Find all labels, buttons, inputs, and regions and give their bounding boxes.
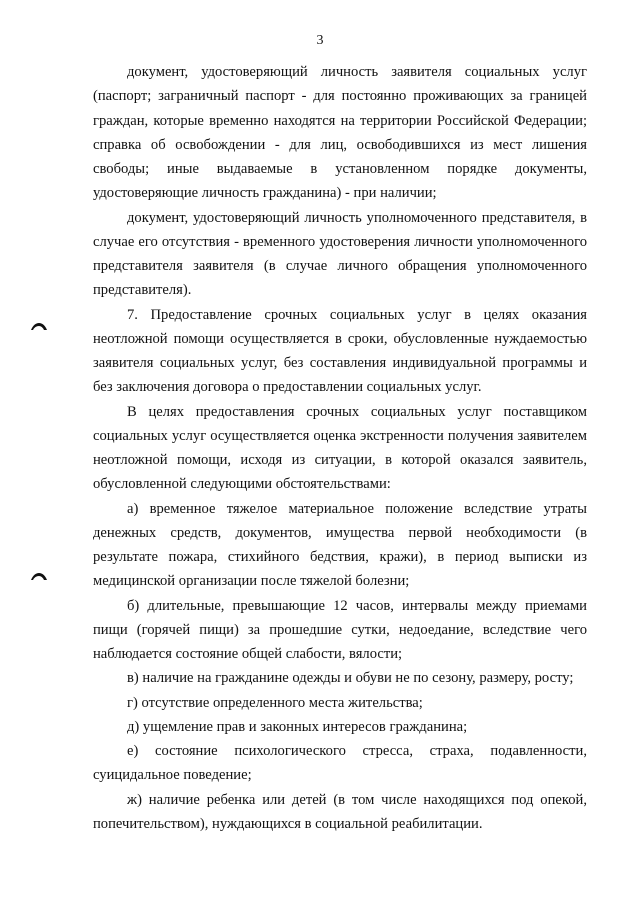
paragraph-item-b: б) длительные, превышающие 12 часов, интервалы между приемами пищи (горячей пищи) за прошедшие сутки, недоедание, вследствие чего наблюдается состояние общей слабости, вялости; <box>93 597 587 662</box>
paragraph-item-d: д) ущемление прав и законных интересов гражданина; <box>127 718 468 735</box>
document-body <box>93 60 587 836</box>
scan-mark-upper <box>31 322 47 331</box>
scan-mark-lower <box>31 572 47 581</box>
paragraph-representative-document: документ, удостоверяющий личность уполномоченного представителя, в случае его отсутствия - временного удостоверения личности уполномоченного представителя заявителя (в случае личного обращения уполномоченного представителя). <box>93 209 587 299</box>
paragraph-urgent-services: 7. Предоставление срочных социальных услуг в целях оказания неотложной помощи осуществляется в сроки, обусловленные нуждаемостью заявителя социальных услуг, без составления индивидуальной программы и без заключения договора о предоставлении социальных услуг. <box>93 306 587 396</box>
paragraph-item-e: е) состояние психологического стресса, страха, подавленности, суицидальное поведение; <box>93 743 587 784</box>
paragraph-item-a: а) временное тяжелое материальное положение вследствие утраты денежных средств, документов, имущества первой необходимости (в результате пожара, стихийного бедствия, кражи), в период выписки из медицинской организации после тяжелой болезни; <box>93 500 587 590</box>
paragraph-urgency-assessment: В целях предоставления срочных социальных услуг поставщиком социальных услуг осуществляется оценка экстренности получения заявителем неотложной помощи, исходя из ситуации, в которой оказался заявитель, обусловленной следующими обстоятельствами: <box>93 403 587 493</box>
paragraph-item-v: в) наличие на гражданине одежды и обуви не по сезону, размеру, росту; <box>127 670 574 687</box>
paragraph-identity-document: документ, удостоверяющий личность заявителя социальных услуг (паспорт; заграничный паспорт - для постоянно проживающих за границей граждан, которые временно находятся на территории Российской Федерации; справка об освобождении - для лиц, освободившихся из мест лишения свободы; иные выдаваемые в установленном порядке документы, удостоверяющие личность гражданина) - при наличии; <box>93 64 587 202</box>
paragraph-item-g: г) отсутствие определенного места жительства; <box>127 694 423 711</box>
page-number: 3 <box>316 33 324 48</box>
paragraph-item-zh: ж) наличие ребенка или детей (в том числе находящихся под опекой, попечительством), нуждающихся в социальной реабилитации. <box>93 791 587 832</box>
